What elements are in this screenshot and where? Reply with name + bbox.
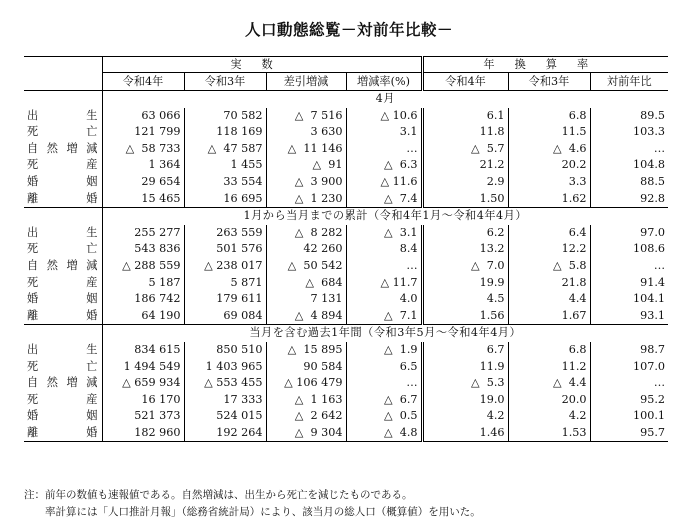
column-header: 増減率(%): [346, 73, 422, 91]
row-label: [24, 275, 102, 292]
row-label-char: 亡: [86, 125, 98, 139]
data-cell: 6.2: [422, 225, 508, 242]
data-cell: 4.4: [508, 291, 590, 308]
table-row: [24, 392, 668, 409]
data-cell: △ 58 733: [102, 141, 184, 158]
section-caption-row: [24, 208, 668, 225]
data-cell: 29 654: [102, 174, 184, 191]
row-label-char: 離: [27, 308, 39, 322]
data-cell: 16 170: [102, 392, 184, 409]
data-cell: 13.2: [422, 241, 508, 258]
row-label: [24, 392, 102, 409]
table-row: [24, 275, 668, 292]
row-label: [24, 408, 102, 425]
row-label: [24, 425, 102, 442]
column-header: 令和3年: [508, 73, 590, 91]
row-label-char: 産: [86, 275, 98, 289]
data-cell: 255 277: [102, 225, 184, 242]
footnote-2: 率計算には「人口推計月報」（総務省統計局）により、該当月の総人口（概算値）を用いた。: [45, 506, 481, 518]
data-cell: △ 11.7: [346, 275, 422, 292]
data-cell: …: [590, 258, 668, 275]
table-row: [24, 174, 668, 191]
column-header: 対前年比: [590, 73, 668, 91]
row-label: [24, 359, 102, 376]
data-cell: 88.5: [590, 174, 668, 191]
row-label: [24, 157, 102, 174]
row-label: [24, 124, 102, 141]
data-cell: 3.3: [508, 174, 590, 191]
row-label-char: 増: [66, 141, 78, 155]
data-cell: 15 465: [102, 191, 184, 208]
data-cell: 1 494 549: [102, 359, 184, 376]
row-label-char: 自: [27, 376, 39, 390]
row-label: [24, 342, 102, 359]
row-label-char: 増: [66, 376, 78, 390]
table-row: [24, 157, 668, 174]
row-label-char: 減: [86, 258, 98, 272]
data-cell: △ 5.8: [508, 258, 590, 275]
data-cell: 95.2: [590, 392, 668, 409]
data-cell: 19.0: [422, 392, 508, 409]
data-cell: 1 455: [184, 157, 266, 174]
section-caption: 4月: [102, 91, 668, 108]
data-cell: 98.7: [590, 342, 668, 359]
row-label-char: 亡: [86, 242, 98, 256]
rate-group-header: 年換算率: [422, 57, 668, 73]
data-cell: 1.50: [422, 191, 508, 208]
corner-cell-lower: [24, 73, 102, 91]
row-label-char: 増: [66, 258, 78, 272]
data-cell: 8.4: [346, 241, 422, 258]
row-label: [24, 291, 102, 308]
row-label-char: 出: [27, 225, 39, 239]
row-label: [24, 225, 102, 242]
row-label-char: 婚: [86, 308, 98, 322]
data-cell: △ 9 304: [266, 425, 346, 442]
data-cell: 4.2: [508, 408, 590, 425]
data-cell: …: [346, 141, 422, 158]
data-cell: 182 960: [102, 425, 184, 442]
data-cell: 543 836: [102, 241, 184, 258]
data-cell: …: [590, 375, 668, 392]
table-body: [24, 91, 668, 442]
data-cell: △ 1 163: [266, 392, 346, 409]
data-cell: 3 630: [266, 124, 346, 141]
table-row: [24, 342, 668, 359]
actual-group-header: 実数: [102, 57, 422, 73]
blank-cell: [24, 325, 102, 342]
row-label-char: 減: [86, 376, 98, 390]
data-cell: △ 3 900: [266, 174, 346, 191]
row-label-char: 生: [86, 342, 98, 356]
data-cell: 63 066: [102, 108, 184, 125]
row-label-char: 婚: [86, 425, 98, 439]
row-label-char: 然: [46, 258, 58, 272]
data-cell: △ 91: [266, 157, 346, 174]
data-cell: △ 5.3: [422, 375, 508, 392]
section-caption-row: [24, 91, 668, 108]
data-cell: 3.1: [346, 124, 422, 141]
data-cell: △ 2 642: [266, 408, 346, 425]
data-cell: 6.5: [346, 359, 422, 376]
data-cell: 1 403 965: [184, 359, 266, 376]
table-row: [24, 141, 668, 158]
table-row: [24, 291, 668, 308]
data-cell: △ 3.1: [346, 225, 422, 242]
data-cell: 2.9: [422, 174, 508, 191]
row-label: [24, 375, 102, 392]
row-label-char: 婚: [86, 191, 98, 205]
data-cell: 89.5: [590, 108, 668, 125]
row-label-char: 死: [27, 392, 39, 406]
data-cell: 21.8: [508, 275, 590, 292]
data-cell: 6.7: [422, 342, 508, 359]
row-label: [24, 241, 102, 258]
data-cell: △ 659 934: [102, 375, 184, 392]
data-cell: 179 611: [184, 291, 266, 308]
data-cell: …: [346, 258, 422, 275]
data-cell: 4.5: [422, 291, 508, 308]
row-label-char: 死: [27, 359, 39, 373]
table-row: [24, 359, 668, 376]
table-row: [24, 241, 668, 258]
data-cell: 1.67: [508, 308, 590, 325]
data-cell: 1.53: [508, 425, 590, 442]
data-cell: 42 260: [266, 241, 346, 258]
data-cell: 4.2: [422, 408, 508, 425]
data-cell: △ 1 230: [266, 191, 346, 208]
column-header: 令和3年: [184, 73, 266, 91]
row-label-char: 死: [27, 125, 39, 139]
data-cell: 104.1: [590, 291, 668, 308]
data-cell: △ 11 146: [266, 141, 346, 158]
data-cell: 850 510: [184, 342, 266, 359]
table-row: [24, 108, 668, 125]
table-row: [24, 425, 668, 442]
data-cell: △ 238 017: [184, 258, 266, 275]
data-cell: 501 576: [184, 241, 266, 258]
row-label-char: 産: [86, 158, 98, 172]
table-row: [24, 191, 668, 208]
data-cell: △ 106 479: [266, 375, 346, 392]
row-label-char: 婚: [27, 409, 39, 423]
data-cell: 1.62: [508, 191, 590, 208]
data-cell: 90 584: [266, 359, 346, 376]
data-cell: △ 6.3: [346, 157, 422, 174]
row-label: [24, 191, 102, 208]
section-caption-row: [24, 325, 668, 342]
data-cell: 4.0: [346, 291, 422, 308]
blank-cell: [24, 208, 102, 225]
data-cell: 1 364: [102, 157, 184, 174]
row-label: [24, 174, 102, 191]
data-cell: 192 264: [184, 425, 266, 442]
data-cell: 186 742: [102, 291, 184, 308]
data-cell: …: [346, 375, 422, 392]
row-label-char: 然: [46, 141, 58, 155]
data-cell: △ 5.7: [422, 141, 508, 158]
data-cell: 95.7: [590, 425, 668, 442]
data-cell: 524 015: [184, 408, 266, 425]
data-cell: 7 131: [266, 291, 346, 308]
table-row: [24, 225, 668, 242]
data-cell: 11.5: [508, 124, 590, 141]
row-label-char: 婚: [27, 174, 39, 188]
column-header: 差引増減: [266, 73, 346, 91]
data-cell: △ 47 587: [184, 141, 266, 158]
row-label: [24, 308, 102, 325]
data-cell: △ 7.4: [346, 191, 422, 208]
data-cell: 5 187: [102, 275, 184, 292]
data-cell: △ 0.5: [346, 408, 422, 425]
row-label-char: 出: [27, 108, 39, 122]
data-cell: △ 7.0: [422, 258, 508, 275]
data-cell: 5 871: [184, 275, 266, 292]
data-cell: 263 559: [184, 225, 266, 242]
data-cell: △ 4.4: [508, 375, 590, 392]
data-cell: 121 799: [102, 124, 184, 141]
data-cell: 11.9: [422, 359, 508, 376]
data-cell: △ 8 282: [266, 225, 346, 242]
row-label-char: 出: [27, 342, 39, 356]
vital-statistics-table: [24, 56, 668, 442]
data-cell: △ 6.7: [346, 392, 422, 409]
row-label-char: 自: [27, 141, 39, 155]
data-cell: △ 10.6: [346, 108, 422, 125]
data-cell: 6.8: [508, 108, 590, 125]
column-header: 令和4年: [102, 73, 184, 91]
column-header: 令和4年: [422, 73, 508, 91]
row-label-char: 死: [27, 242, 39, 256]
table-row: [24, 375, 668, 392]
data-cell: △ 4.6: [508, 141, 590, 158]
data-cell: 12.2: [508, 241, 590, 258]
data-cell: △ 684: [266, 275, 346, 292]
data-cell: 104.8: [590, 157, 668, 174]
data-cell: …: [590, 141, 668, 158]
row-label: [24, 141, 102, 158]
data-cell: 92.8: [590, 191, 668, 208]
table-row: [24, 258, 668, 275]
row-label-char: 亡: [86, 359, 98, 373]
page-title: 人口動態総覧－対前年比較－: [244, 21, 453, 39]
row-label-char: 自: [27, 258, 39, 272]
data-cell: △ 553 455: [184, 375, 266, 392]
data-cell: △ 4 894: [266, 308, 346, 325]
data-cell: 16 695: [184, 191, 266, 208]
footnote-1: 注：前年の数値も速報値である。自然増減は、出生から死亡を減じたものである。: [24, 489, 413, 501]
data-cell: △ 7 516: [266, 108, 346, 125]
data-cell: 834 615: [102, 342, 184, 359]
data-cell: 6.4: [508, 225, 590, 242]
data-cell: 19.9: [422, 275, 508, 292]
row-label: [24, 258, 102, 275]
data-cell: 6.1: [422, 108, 508, 125]
data-cell: 21.2: [422, 157, 508, 174]
row-label-char: 姻: [86, 292, 98, 306]
data-cell: 521 373: [102, 408, 184, 425]
row-label-char: 然: [46, 376, 58, 390]
data-cell: 97.0: [590, 225, 668, 242]
section-caption: 当月を含む過去1年間（令和3年5月～令和4年4月）: [102, 325, 668, 342]
data-cell: 107.0: [590, 359, 668, 376]
data-cell: 103.3: [590, 124, 668, 141]
row-label-char: 婚: [27, 292, 39, 306]
row-label-char: 生: [86, 225, 98, 239]
data-cell: 108.6: [590, 241, 668, 258]
corner-cell: [24, 57, 102, 73]
section-caption: 1月から当月までの累計（令和4年1月～令和4年4月）: [102, 208, 668, 225]
data-cell: 33 554: [184, 174, 266, 191]
row-label-char: 死: [27, 275, 39, 289]
row-label-char: 減: [86, 141, 98, 155]
data-cell: 1.56: [422, 308, 508, 325]
row-label-char: 離: [27, 425, 39, 439]
row-label-char: 生: [86, 108, 98, 122]
row-label: [24, 108, 102, 125]
table-row: [24, 408, 668, 425]
data-cell: △ 15 895: [266, 342, 346, 359]
row-label-char: 死: [27, 158, 39, 172]
table-row: [24, 124, 668, 141]
data-cell: 100.1: [590, 408, 668, 425]
data-cell: △ 11.6: [346, 174, 422, 191]
data-cell: 91.4: [590, 275, 668, 292]
blank-cell: [24, 91, 102, 108]
data-cell: 17 333: [184, 392, 266, 409]
data-cell: △ 288 559: [102, 258, 184, 275]
data-cell: 20.2: [508, 157, 590, 174]
data-cell: △ 50 542: [266, 258, 346, 275]
data-cell: 69 084: [184, 308, 266, 325]
row-label-char: 離: [27, 191, 39, 205]
data-cell: △ 1.9: [346, 342, 422, 359]
data-cell: 64 190: [102, 308, 184, 325]
data-cell: 11.8: [422, 124, 508, 141]
data-cell: 118 169: [184, 124, 266, 141]
data-cell: 93.1: [590, 308, 668, 325]
data-cell: △ 4.8: [346, 425, 422, 442]
table-row: [24, 308, 668, 325]
data-cell: 6.8: [508, 342, 590, 359]
row-label-char: 産: [86, 392, 98, 406]
data-cell: 20.0: [508, 392, 590, 409]
row-label-char: 姻: [86, 409, 98, 423]
data-cell: 70 582: [184, 108, 266, 125]
data-cell: 11.2: [508, 359, 590, 376]
data-cell: △ 7.1: [346, 308, 422, 325]
row-label-char: 姻: [86, 174, 98, 188]
data-cell: 1.46: [422, 425, 508, 442]
